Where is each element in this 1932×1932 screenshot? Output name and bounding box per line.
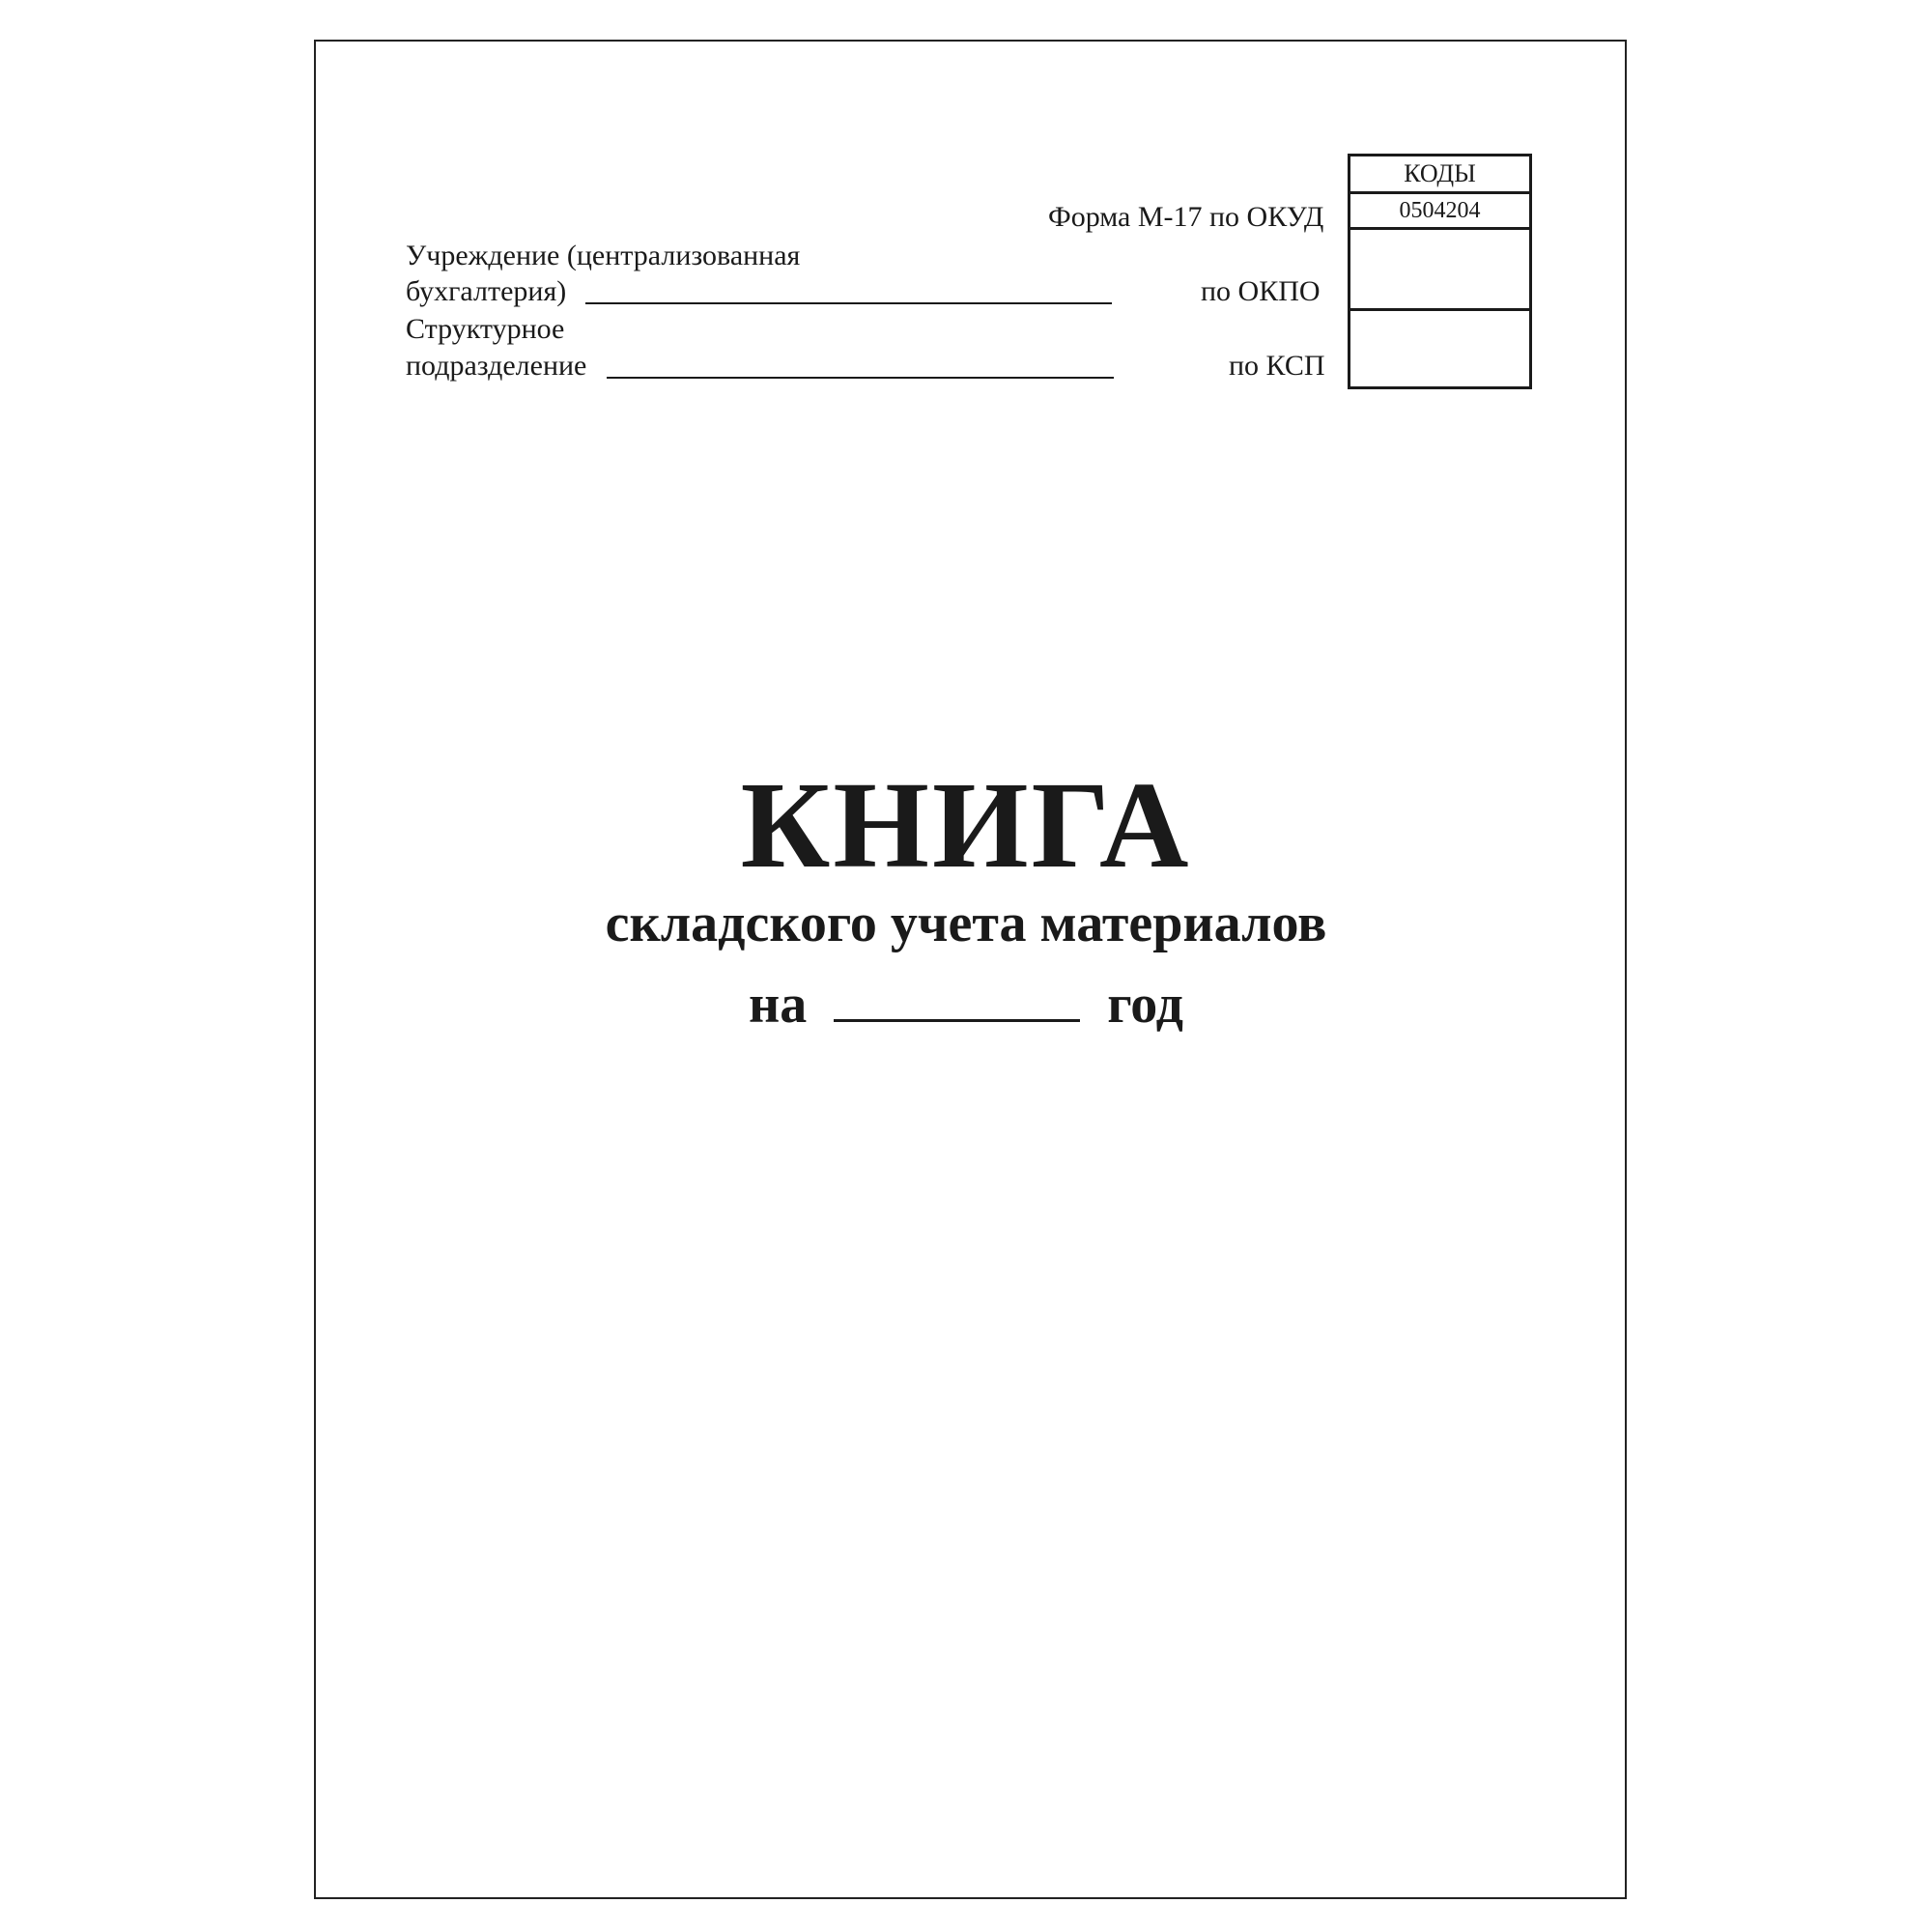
ksp-code-cell[interactable] xyxy=(1350,311,1529,386)
institution-label-line1: Учреждение (централизованная xyxy=(406,240,801,271)
okpo-label: по ОКПО xyxy=(1201,275,1321,307)
year-line xyxy=(0,971,1932,1035)
year-suffix: год xyxy=(1107,975,1183,1035)
book-subtitle: складского учета материалов xyxy=(605,894,1327,953)
okpo-code-cell[interactable] xyxy=(1350,230,1529,311)
ksp-label: по КСП xyxy=(1229,350,1325,382)
structural-label-line2: подразделение xyxy=(406,350,587,382)
codes-table xyxy=(1348,154,1532,389)
okud-code-cell: 0504204 xyxy=(1350,194,1529,230)
structural-unit-field[interactable] xyxy=(607,377,1114,379)
institution-label-line2: бухгалтерия) xyxy=(406,275,567,307)
book-title: КНИГА xyxy=(740,756,1192,894)
institution-field[interactable] xyxy=(585,302,1112,304)
form-okud-label: Форма М-17 по ОКУД xyxy=(1048,201,1324,233)
codes-header: КОДЫ xyxy=(1350,156,1529,194)
structural-label-line1: Структурное xyxy=(406,313,565,345)
year-prefix: на xyxy=(748,975,808,1035)
year-field[interactable] xyxy=(834,971,1080,1022)
